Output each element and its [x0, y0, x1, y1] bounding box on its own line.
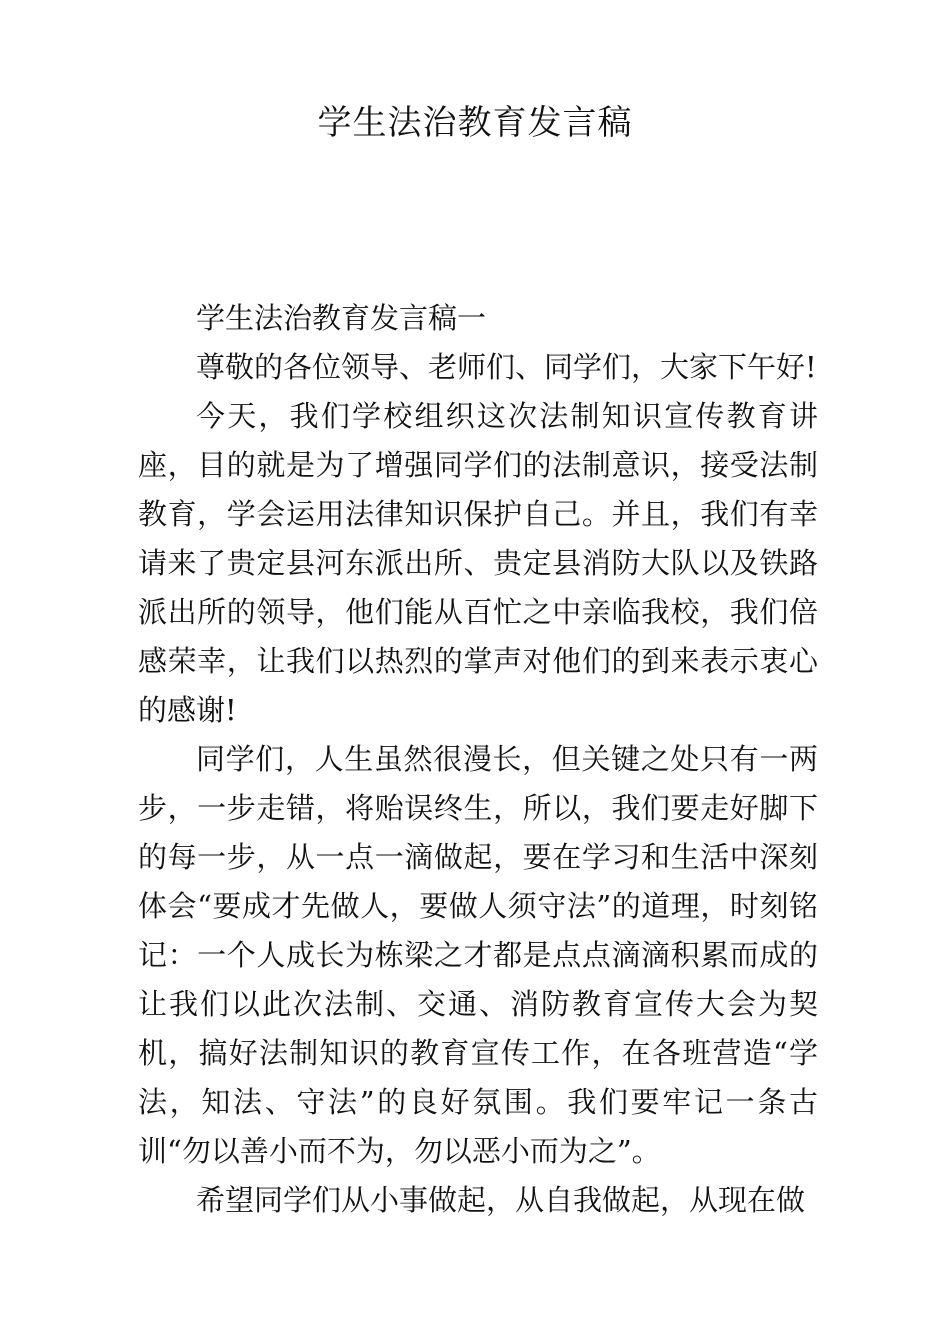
- paragraph-hope: 希望同学们从小事做起，从自我做起，从现在做: [196, 1183, 806, 1217]
- document-body: [138, 294, 818, 1225]
- section-heading: 学生法治教育发言稿一: [196, 301, 487, 335]
- paragraph-advice: 同学们，人生虽然很漫长，但关键之处只有一两步，一步走错，将贻误终生，所以，我们要走好脚下的每一步，从一点一滴做起，要在学习和生活中深刻体会“要成才先做人，要做人须守法”的道理，时刻铭记：一个人成长为栋梁之才都是点点滴滴积累而成的让我们以此次法制、交通、消防教育宣传大会为契机，搞好法制知识的教育宣传工作，在各班营造“学法，知法、守法”的良好氛围。我们要牢记一条古训“勿以善小而不为，勿以恶小而为之”。: [138, 742, 818, 1168]
- document-title: 学生法治教育发言稿: [317, 103, 633, 143]
- paragraph-greeting: 尊敬的各位领导、老师们、同学们，大家下午好!: [196, 350, 817, 384]
- paragraph-introduction: 今天，我们学校组织这次法制知识宣传教育讲座，目的就是为了增强同学们的法制意识，接受法制教育，学会运用法律知识保护自己。并且，我们有幸请来了贵定县河东派出所、贵定县消防大队以及铁路派出所的领导，他们能从百忙之中亲临我校，我们倍感荣幸，让我们以热烈的掌声对他们的到来表示衷心的感谢!: [138, 399, 818, 727]
